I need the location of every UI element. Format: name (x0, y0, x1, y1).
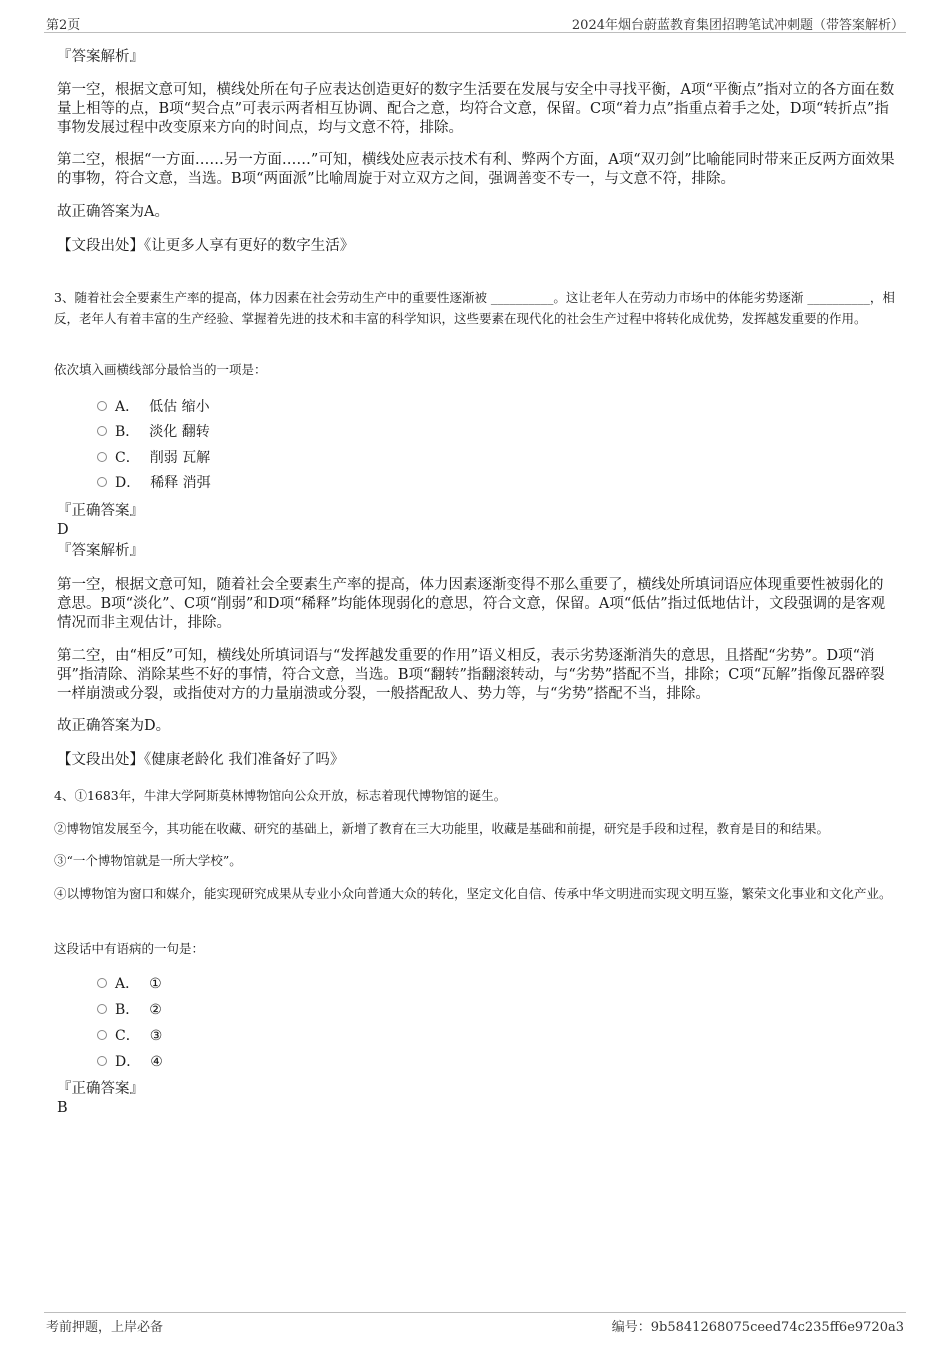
page-number: 第2页 (46, 18, 81, 33)
q4-sentence-3: ③“一个博物馆就是一所大学校”。 (54, 853, 242, 868)
q3-conclusion: 故正确答案为D。 (57, 718, 171, 734)
q4-option-c[interactable] (97, 1026, 162, 1046)
footer-slogan: 考前押题，上岸必备 (46, 1320, 164, 1335)
option-key: C． (115, 450, 140, 466)
option-text: 削弱 瓦解 (149, 450, 211, 466)
q4-sentence-1: 4、①1683年，牛津大学阿斯莫林博物馆向公众开放，标志着现代博物馆的诞生。 (54, 788, 507, 803)
q3-analysis-p2: 第二空，由“相反”可知，横线处所填词语与“发挥越发重要的作用”语义相反，表示劣势逐渐消失的意思，且搭配“劣势”。D项“消弭”指清除、消除某些不好的事情，符合文意，当选。B项“翻转”指翻滚转动，与“劣势”搭配不当，排除；C项“瓦解”指像瓦器碎裂一样崩溃或分裂，或指使对方的力量崩溃或分裂，一般搭配敌人、势力等，与“劣势”搭配不当，排除。 (57, 648, 885, 702)
radio-icon[interactable] (97, 401, 107, 411)
q3-analysis-label: 『答案解析』 (57, 543, 144, 559)
q4-correct-answer: B (57, 1100, 68, 1116)
q3-prompt: 依次填入画横线部分最恰当的一项是： (54, 362, 267, 377)
document-title: 2024年烟台蔚蓝教育集团招聘笔试冲刺题（带答案解析） (571, 18, 904, 33)
option-text: 稀释 消弭 (150, 475, 211, 491)
q3-option-a[interactable] (97, 397, 210, 417)
page-header (44, 14, 906, 33)
option-text: 低估 缩小 (149, 399, 210, 415)
q3-source: 【文段出处】《健康老龄化 我们准备好了吗》 (57, 752, 345, 768)
radio-icon[interactable] (97, 477, 107, 487)
option-text: 淡化 翻转 (149, 424, 210, 440)
option-text: ④ (150, 1054, 163, 1070)
q3-option-c[interactable] (97, 448, 210, 468)
q2-conclusion: 故正确答案为A。 (57, 204, 169, 220)
q4-prompt: 这段话中有语病的一句是： (54, 941, 205, 956)
radio-icon[interactable] (97, 1056, 107, 1066)
option-key: B． (115, 1002, 140, 1018)
option-key: D． (115, 1054, 141, 1070)
option-key: A． (115, 976, 140, 992)
q3-option-d[interactable] (97, 473, 211, 493)
q4-option-d[interactable] (97, 1052, 163, 1072)
q3-stem: 3、随着社会全要素生产率的提高，体力因素在社会劳动生产中的重要性逐渐被 __________。这让老年人在劳动力市场中的体能劣势逐渐 __________，相反，老年人有着丰富的生产经验、掌握着先进的技术和丰富的科学知识，这些要素在现代化的社会生产过程中将转化成优势，发挥越发重要的作用。 (54, 290, 895, 326)
q2-analysis-p1: 第一空，根据文意可知，横线处所在句子应表达创造更好的数字生活要在发展与安全中寻找平衡，A项“平衡点”指对立的各方面在数量上相等的点，B项“契合点”可表示两者相互协调、配合之意，均符合文意，保留。C项“着力点”指重点着手之处，D项“转折点”指事物发展过程中改变原来方向的时间点，均与文意不符，排除。 (57, 82, 895, 136)
q4-correct-label: 『正确答案』 (57, 1081, 144, 1097)
option-key: C． (115, 1028, 140, 1044)
option-text: ② (149, 1002, 162, 1018)
radio-icon[interactable] (97, 426, 107, 436)
option-text: ③ (149, 1028, 163, 1044)
q3-correct-answer: D (57, 522, 69, 538)
q4-option-a[interactable] (97, 974, 162, 994)
page-footer (44, 1312, 906, 1333)
q3-option-b[interactable] (97, 422, 210, 442)
radio-icon[interactable] (97, 452, 107, 462)
option-key: B． (115, 424, 140, 440)
option-key: D． (115, 475, 141, 491)
document-id: 编号：9b5841268075ceed74c235ff6e9720a3 (611, 1320, 904, 1335)
option-text: ① (149, 976, 162, 992)
q4-option-b[interactable] (97, 1000, 162, 1020)
radio-icon[interactable] (97, 1004, 107, 1014)
option-key: A． (115, 399, 140, 415)
q2-analysis-p2: 第二空，根据“一方面……另一方面……”可知，横线处应表示技术有利、弊两个方面，A项“双刃剑”比喻能同时带来正反两方面效果的事物，符合文意，当选。B项“两面派”比喻周旋于对立双方之间，强调善变不专一，与文意不符，排除。 (57, 152, 895, 187)
radio-icon[interactable] (97, 1030, 107, 1040)
radio-icon[interactable] (97, 978, 107, 988)
q2-analysis-label: 『答案解析』 (57, 49, 144, 65)
q3-analysis-p1: 第一空，根据文意可知，随着社会全要素生产率的提高，体力因素逐渐变得不那么重要了，横线处所填词语应体现重要性被弱化的意思。B项“淡化”、C项“削弱”和D项“稀释”均能体现弱化的意思，符合文意，保留。A项“低估”指过低地估计，文段强调的是客观情况而非主观估计，排除。 (57, 577, 886, 631)
q4-sentence-2: ②博物馆发展至今，其功能在收藏、研究的基础上，新增了教育在三大功能里，收藏是基础和前提，研究是手段和过程，教育是目的和结果。 (54, 821, 830, 836)
q2-source: 【文段出处】《让更多人享有更好的数字生活》 (57, 238, 355, 254)
q4-sentence-4: ④以博物馆为窗口和媒介，能实现研究成果从专业小众向普通大众的转化，坚定文化自信、传承中华文明进而实现文明互鉴，繁荣文化事业和文化产业。 (54, 886, 892, 901)
q3-correct-label: 『正确答案』 (57, 503, 144, 519)
